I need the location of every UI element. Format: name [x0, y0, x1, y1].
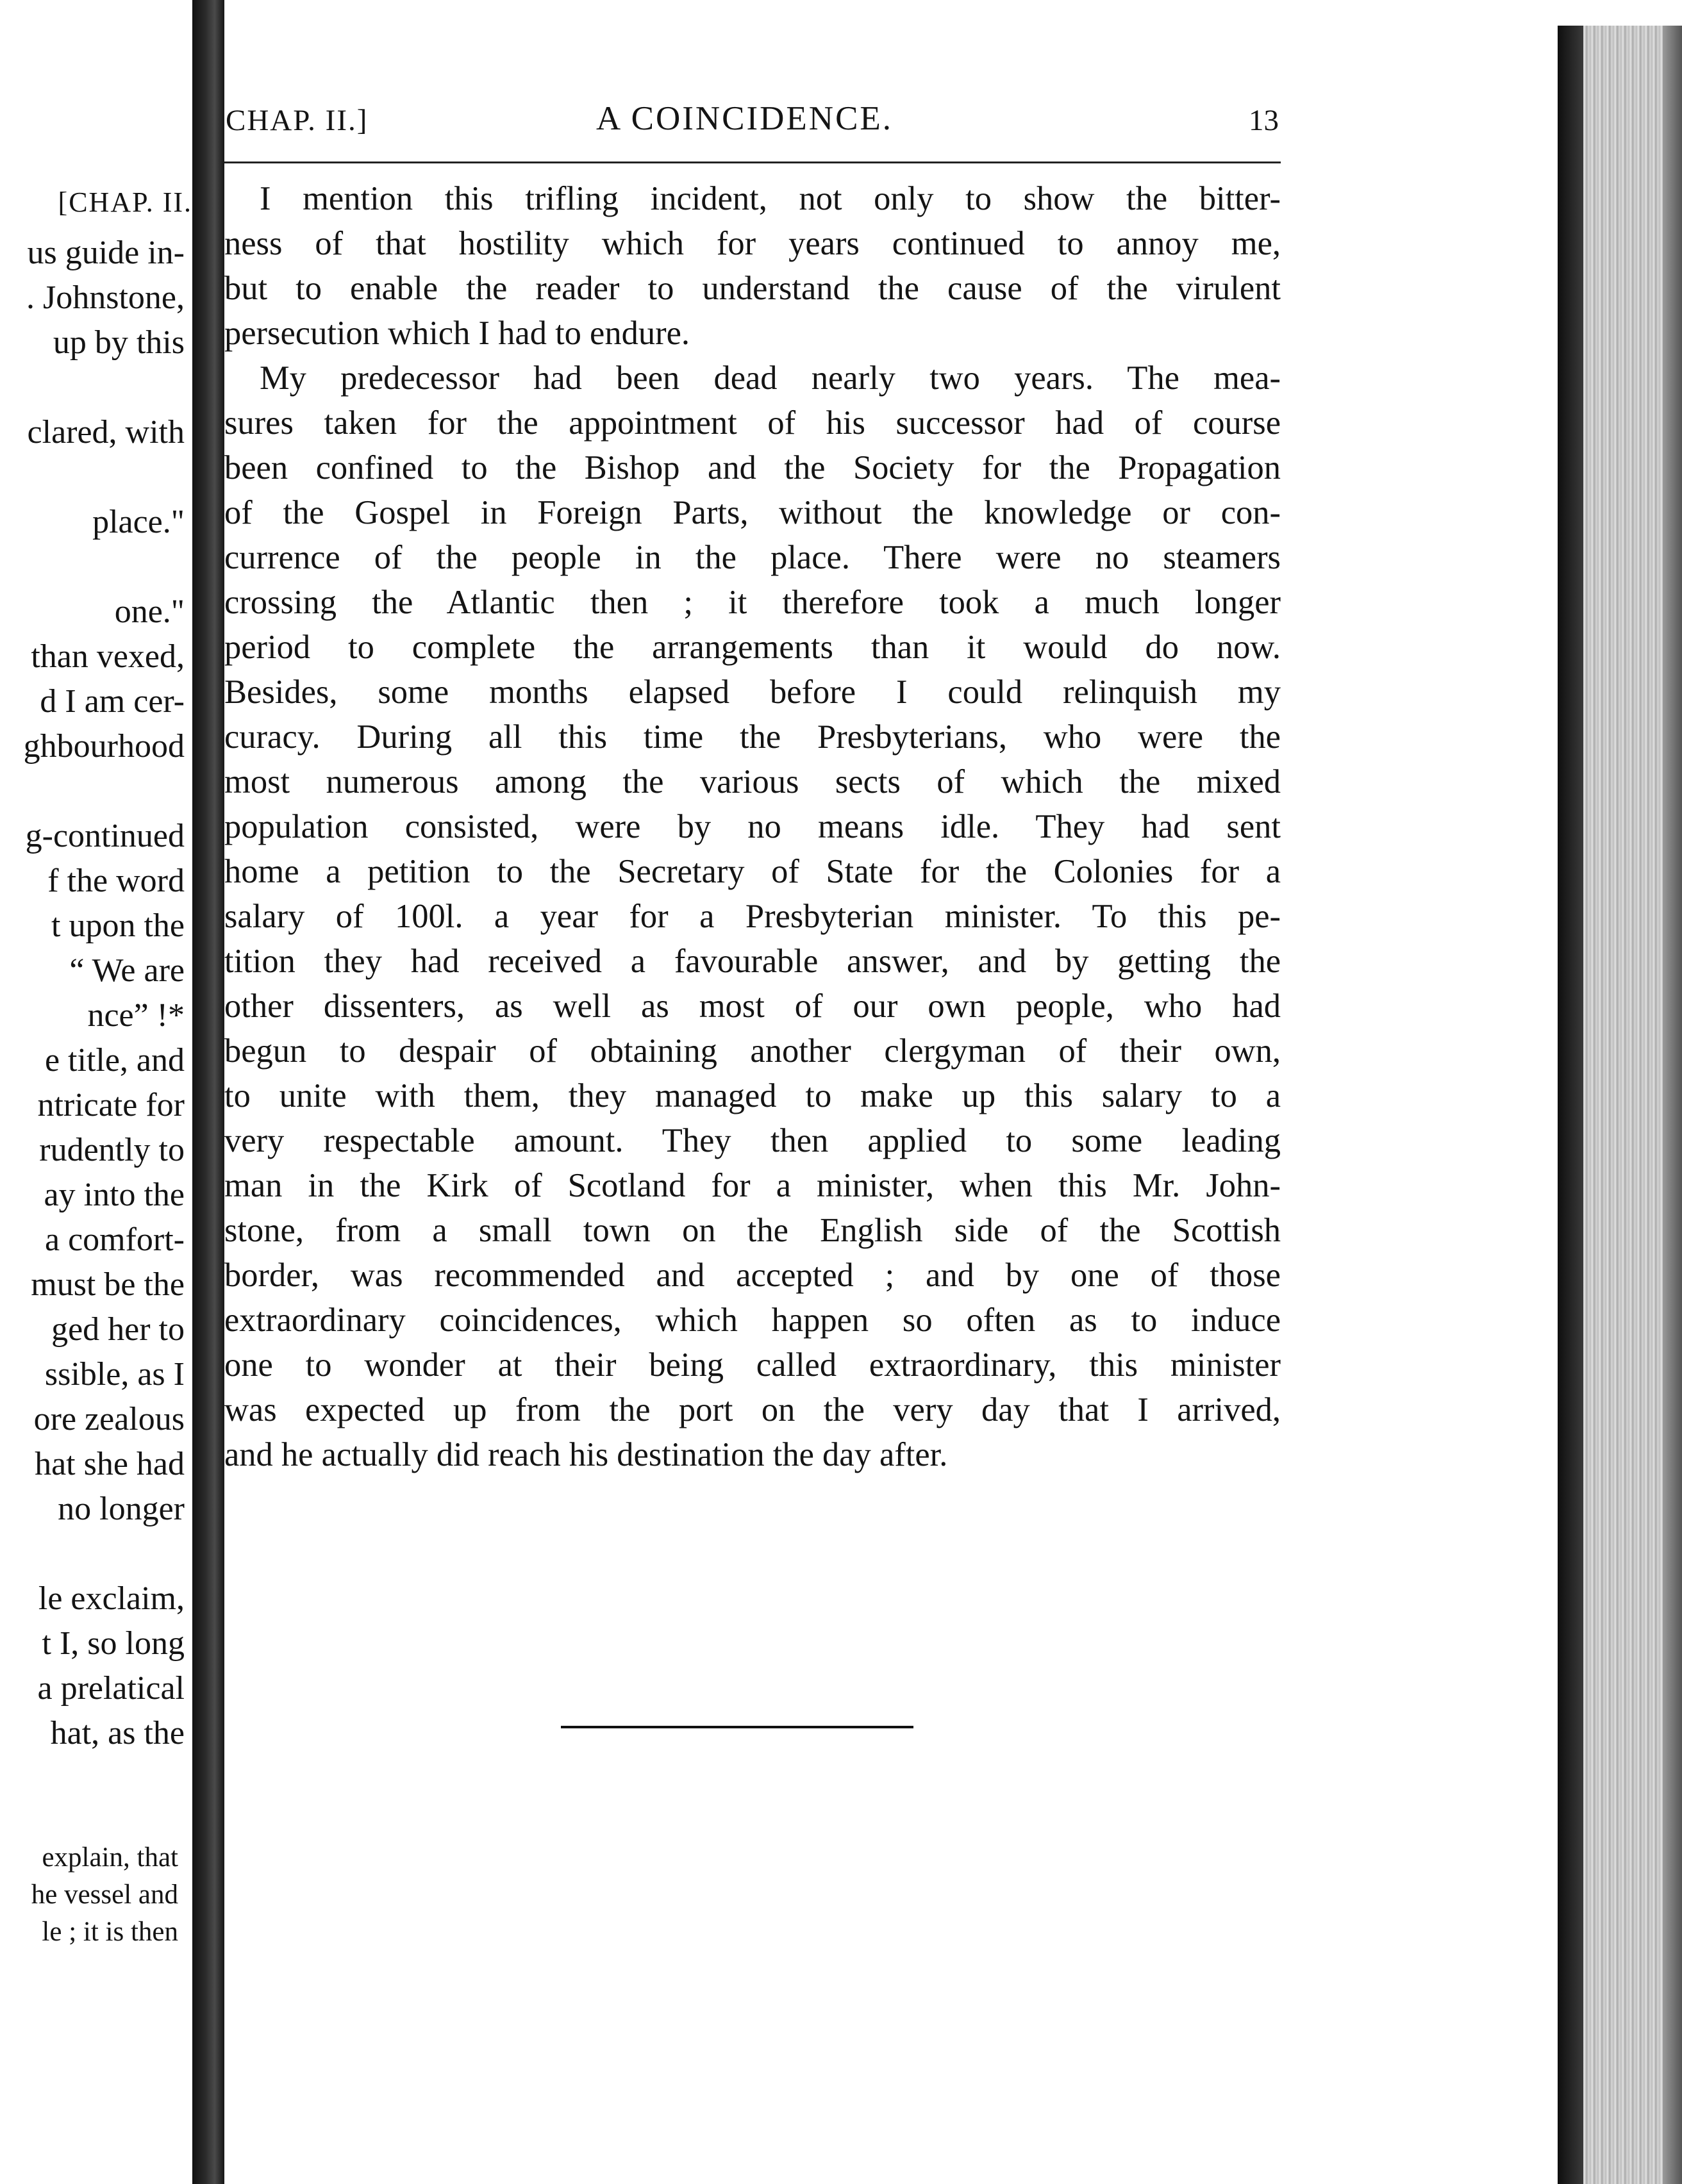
text-line: must be the: [31, 1266, 185, 1303]
chapter-label: CHAP. II.]: [226, 104, 369, 137]
text-line: ntricate for: [37, 1087, 185, 1123]
text-line: one.": [114, 593, 185, 630]
text-line: f the word: [47, 863, 185, 899]
text-line: le exclaim,: [38, 1580, 185, 1617]
text-line: persecution which I had to endure.: [224, 315, 690, 352]
text-line: crossing the Atlantic then ; it therefore took a much longer: [224, 584, 1281, 621]
body-text: [224, 176, 1281, 1477]
binding-shadow: [1558, 26, 1583, 2184]
text-line: t upon the: [51, 907, 185, 944]
header-rule: [224, 161, 1281, 163]
footnote-line: le ; it is then: [42, 1917, 178, 1947]
text-line: nce” !*: [87, 997, 185, 1034]
text-line: period to complete the arrangements than it would do now.: [224, 629, 1281, 666]
text-line: place.": [92, 504, 185, 540]
running-header: [224, 99, 1279, 144]
text-line: up by this: [53, 324, 185, 361]
text-line: currence of the people in the place. There were no steamers: [224, 539, 1281, 576]
text-line: to unite with them, they managed to make up this salary to a: [224, 1077, 1281, 1114]
left-footnote: [0, 1839, 178, 1951]
text-line: e title, and: [44, 1042, 185, 1079]
text-line: been confined to the Bishop and the Society for the Propagation: [224, 449, 1281, 486]
previous-page: [0, 0, 196, 2140]
text-line: other dissenters, as well as most of our own people, who had: [224, 988, 1281, 1025]
text-line: very respectable amount. They then applied to some leading: [224, 1122, 1281, 1159]
text-line: hat she had: [35, 1446, 185, 1482]
text-line: sures taken for the appointment of his successor had of course: [224, 404, 1281, 442]
text-line: Besides, some months elapsed before I could relinquish my: [224, 674, 1281, 711]
text-line: I mention this trifling incident, not only to show the bitter-: [260, 180, 1281, 217]
text-line: clared, with: [27, 414, 185, 451]
text-line: tition they had received a favourable answer, and by getting the: [224, 943, 1281, 980]
text-line: rudently to: [39, 1132, 185, 1168]
text-line: of the Gospel in Foreign Parts, without the knowledge or con-: [224, 494, 1281, 531]
text-line: one to wonder at their being called extraordinary, this minister: [224, 1346, 1281, 1384]
text-line: d I am cer-: [40, 683, 185, 720]
text-line: g-continued: [25, 818, 185, 854]
text-line: but to enable the reader to understand the cause of the virulent: [224, 270, 1281, 307]
book-cover-edge: [1663, 26, 1682, 2184]
text-line: ghbourhood: [23, 728, 185, 765]
text-line: than vexed,: [31, 638, 185, 675]
text-line: t I, so long: [42, 1625, 185, 1662]
text-line: no longer: [58, 1491, 185, 1527]
text-line: ssible, as I: [44, 1356, 185, 1393]
text-line: ness of that hostility which for years continued to annoy me,: [224, 225, 1281, 262]
text-line: “ We are: [69, 952, 185, 989]
page-number: 13: [1249, 104, 1279, 137]
text-line: ore zealous: [33, 1401, 185, 1437]
text-line: . Johnstone,: [26, 279, 185, 316]
text-line: a prelatical: [37, 1670, 185, 1707]
text-line: most numerous among the various sects of which the mixed: [224, 763, 1281, 800]
book-gutter: [192, 0, 224, 2184]
left-running-header: [CHAP. II.: [58, 186, 192, 218]
page-title: A COINCIDENCE.: [596, 100, 894, 137]
text-line: stone, from a small town on the English side of the Scottish: [224, 1212, 1281, 1249]
text-line: and he actually did reach his destination the day after.: [224, 1436, 948, 1473]
text-line: salary of 100l. a year for a Presbyterian minister. To this pe-: [224, 898, 1281, 935]
text-line: curacy. During all this time the Presbyterians, who were the: [224, 718, 1281, 756]
chapter-end-rule: [561, 1726, 913, 1728]
text-line: man in the Kirk of Scotland for a minister, when this Mr. John-: [224, 1167, 1281, 1204]
text-line: border, was recommended and accepted ; and by one of those: [224, 1257, 1281, 1294]
current-page: [224, 0, 1558, 2184]
text-line: hat, as the: [50, 1715, 185, 1751]
text-line: us guide in-: [27, 235, 185, 271]
footnote-line: he vessel and: [31, 1880, 178, 1910]
text-line: My predecessor had been dead nearly two years. The mea-: [260, 360, 1281, 397]
text-line: extraordinary coincidences, which happen so often as to induce: [224, 1302, 1281, 1339]
text-line: home a petition to the Secretary of State for the Colonies for a: [224, 853, 1281, 890]
footnote-line: explain, that: [42, 1842, 178, 1873]
text-line: begun to despair of obtaining another clergyman of their own,: [224, 1032, 1281, 1070]
left-page-text: [0, 231, 185, 1756]
book-page-edges: [1558, 26, 1682, 2184]
text-line: a comfort-: [44, 1221, 185, 1258]
text-line: ay into the: [44, 1177, 185, 1213]
text-line: population consisted, were by no means idle. They had sent: [224, 808, 1281, 845]
text-line: ged her to: [51, 1311, 185, 1348]
text-line: was expected up from the port on the very day that I arrived,: [224, 1391, 1281, 1428]
